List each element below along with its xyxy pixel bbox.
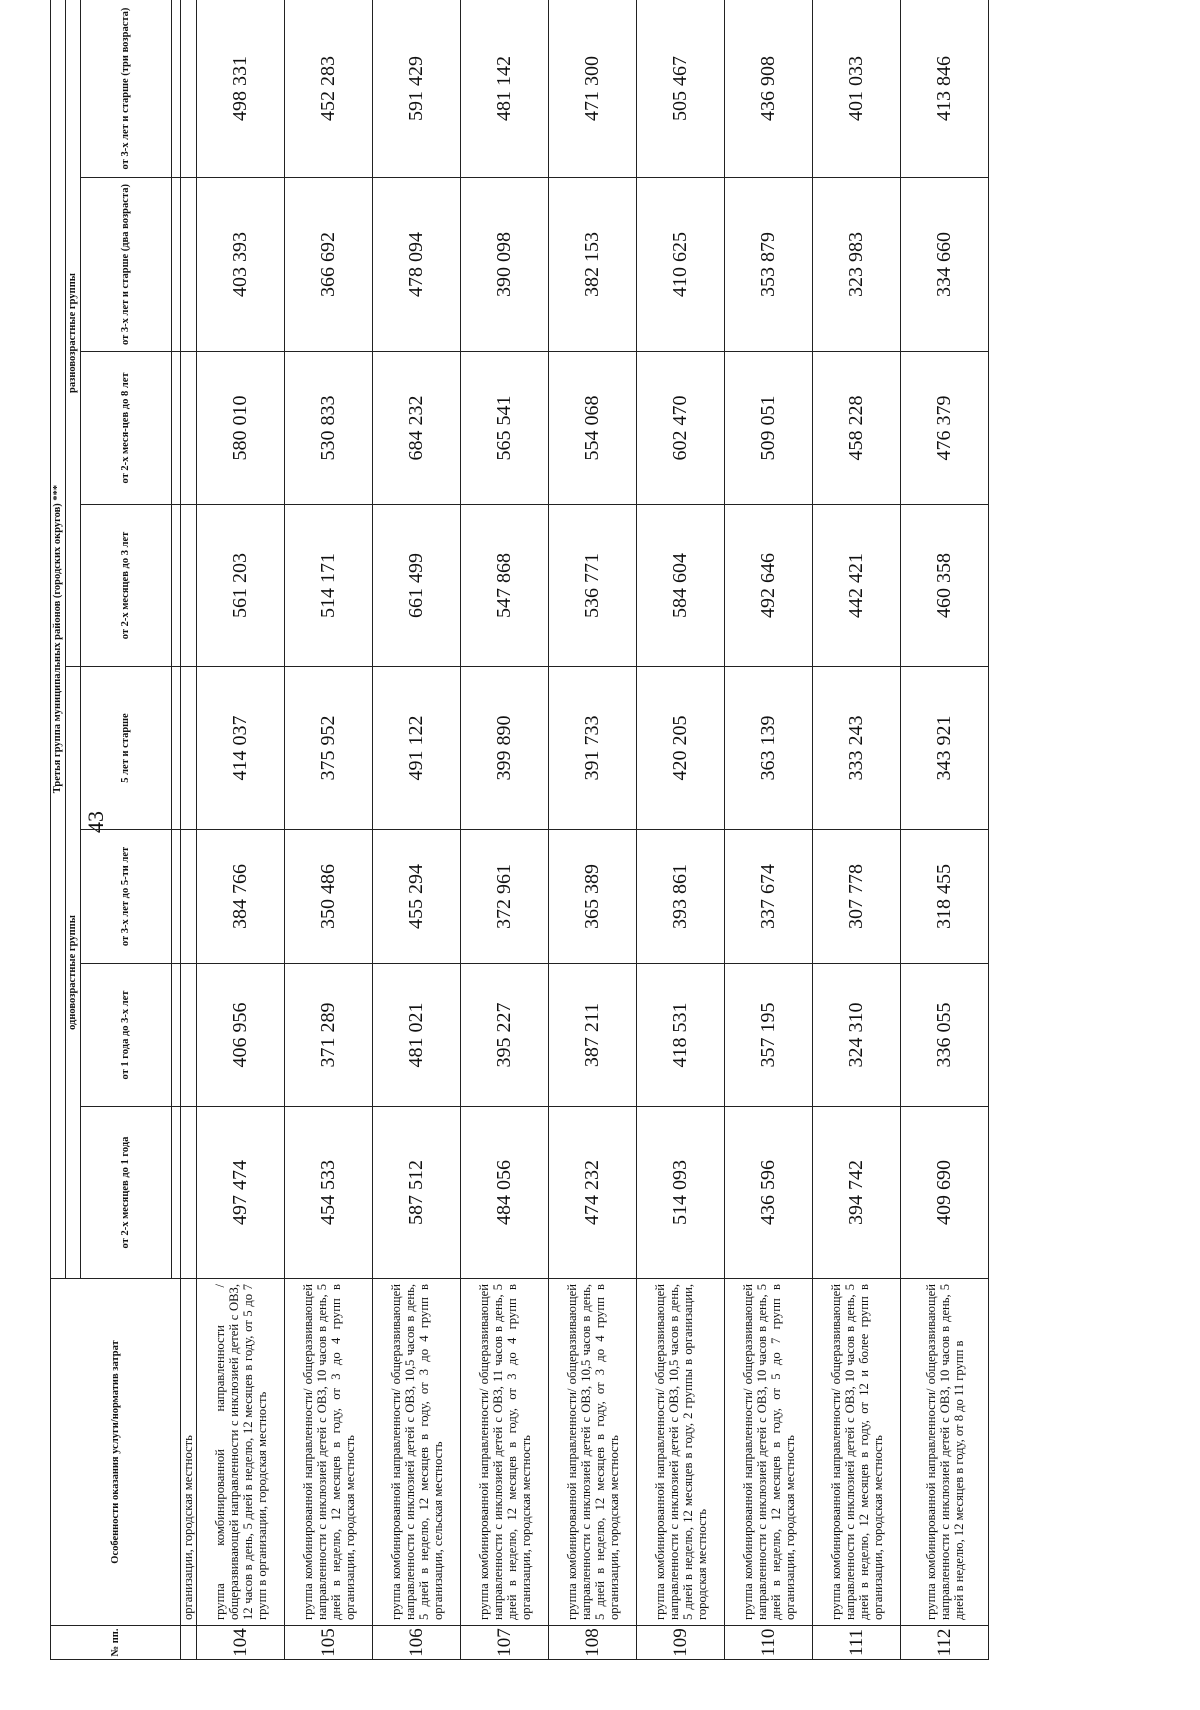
value-cell: 375 952 <box>285 667 373 830</box>
value-cell: 530 833 <box>285 352 373 505</box>
header-spacer <box>172 964 181 1107</box>
value-cell: 394 742 <box>813 1107 901 1279</box>
empty-cell <box>181 178 197 352</box>
value-cell: 390 098 <box>461 178 549 352</box>
value-cell: 401 033 <box>813 0 901 178</box>
value-cell: 365 389 <box>549 830 637 964</box>
header-spacer <box>172 505 181 667</box>
empty-cell <box>181 0 197 178</box>
table-row <box>637 0 725 1660</box>
value-cell: 343 921 <box>901 667 989 830</box>
header-spacer <box>172 667 181 830</box>
value-cell: 382 153 <box>549 178 637 352</box>
empty-cell <box>181 667 197 830</box>
value-cell: 307 778 <box>813 830 901 964</box>
page-number: 43 <box>83 811 108 833</box>
row-number: 108 <box>549 1626 637 1660</box>
value-cell: 452 283 <box>285 0 373 178</box>
header-col-6: от 2-х меся-цев до 8 лет <box>81 352 172 505</box>
row-number: 106 <box>373 1626 461 1660</box>
value-cell: 372 961 <box>461 830 549 964</box>
value-cell: 442 421 <box>813 505 901 667</box>
header-spacer <box>172 830 181 964</box>
value-cell: 476 379 <box>901 352 989 505</box>
value-cell: 497 474 <box>197 1107 285 1279</box>
row-description: группа комбинированной направленности/ общеразвивающей направленности с инклюзией детей с ОВЗ, 10,5 часов в день, 5 дней в неделю, 12 месяцев в году, 2 группы в организации, городская местность <box>637 1279 725 1626</box>
continuation-text: организации, городская местность <box>181 1279 197 1626</box>
value-cell: 584 604 <box>637 505 725 667</box>
row-number: 110 <box>725 1626 813 1660</box>
value-cell: 436 596 <box>725 1107 813 1279</box>
value-cell: 505 467 <box>637 0 725 178</box>
value-cell: 474 232 <box>549 1107 637 1279</box>
value-cell: 565 541 <box>461 352 549 505</box>
value-cell: 554 068 <box>549 352 637 505</box>
header-col-3: от 3-х лет до 5-ти лет <box>81 830 172 964</box>
table-row <box>373 0 461 1660</box>
value-cell: 324 310 <box>813 964 901 1107</box>
table-row <box>285 0 373 1660</box>
value-cell: 684 232 <box>373 352 461 505</box>
value-cell: 336 055 <box>901 964 989 1107</box>
row-number: 104 <box>197 1626 285 1660</box>
table-row <box>901 0 989 1660</box>
header-no: № пп. <box>51 1626 181 1660</box>
value-cell: 478 094 <box>373 178 461 352</box>
continuation-row <box>181 0 197 1660</box>
row-description: группа комбинированной направленности/ общеразвивающей направленности с инклюзией детей с ОВЗ, 10 часов в день, 5 дней в неделю, 12 месяцев в году, от 12 и более групп в организации, городская местность <box>813 1279 901 1626</box>
value-cell: 458 228 <box>813 352 901 505</box>
table-body <box>181 0 989 1660</box>
header-spacer <box>172 0 181 178</box>
header-col-4: 5 лет и старше <box>81 667 172 830</box>
value-cell: 481 021 <box>373 964 461 1107</box>
value-cell: 387 211 <box>549 964 637 1107</box>
value-cell: 455 294 <box>373 830 461 964</box>
value-cell: 420 205 <box>637 667 725 830</box>
row-description: группа комбинированной направленности/ общеразвивающей направленности с инклюзией детей с ОВЗ, 11 часов в день, 5 дней в неделю, 12 месяцев в году, от 3 до 4 групп в организации, городская местность <box>461 1279 549 1626</box>
value-cell: 323 983 <box>813 178 901 352</box>
value-cell: 406 956 <box>197 964 285 1107</box>
value-cell: 514 171 <box>285 505 373 667</box>
value-cell: 318 455 <box>901 830 989 964</box>
value-cell: 561 203 <box>197 505 285 667</box>
table-row <box>725 0 813 1660</box>
value-cell: 413 846 <box>901 0 989 178</box>
row-number: 105 <box>285 1626 373 1660</box>
row-number: 112 <box>901 1626 989 1660</box>
value-cell: 602 470 <box>637 352 725 505</box>
header-col-1: от 2-х месяцев до 1 года <box>81 1107 172 1279</box>
header-col-8: от 3-х лет и старше (три возраста) <box>81 0 172 178</box>
header-description: Особенности оказания услуги/норматив затрат <box>51 1279 181 1626</box>
table-row <box>549 0 637 1660</box>
empty-cell <box>181 505 197 667</box>
empty-cell <box>181 1107 197 1279</box>
value-cell: 454 533 <box>285 1107 373 1279</box>
header-mixed-age: разновозрастные группы <box>66 0 81 667</box>
value-cell: 492 646 <box>725 505 813 667</box>
row-description: группа комбинированной направленности/ общеразвивающей направленности с инклюзией детей с ОВЗ, 10 часов в день, 5 дней в неделю, 12 месяцев в году, от 3 до 4 групп в организации, городская местность <box>285 1279 373 1626</box>
value-cell: 363 139 <box>725 667 813 830</box>
value-cell: 591 429 <box>373 0 461 178</box>
value-cell: 484 056 <box>461 1107 549 1279</box>
header-single-age: одновозрастные группы <box>66 667 81 1279</box>
value-cell: 410 625 <box>637 178 725 352</box>
value-cell: 371 289 <box>285 964 373 1107</box>
continuation-no-cell <box>181 1626 197 1660</box>
header-col-7: от 3-х лет и старше (два возраста) <box>81 178 172 352</box>
header-group-title: Третья группа муниципальных районов (городских округов) *** <box>51 0 66 1279</box>
value-cell: 384 766 <box>197 830 285 964</box>
row-description: группа комбинированной направленности/ общеразвивающей направленности с инклюзией детей с ОВЗ, 10 часов в день, 5 дней в неделю, 12 месяцев в году, от 8 до 11 групп в <box>901 1279 989 1626</box>
value-cell: 580 010 <box>197 352 285 505</box>
value-cell: 395 227 <box>461 964 549 1107</box>
value-cell: 353 879 <box>725 178 813 352</box>
value-cell: 403 393 <box>197 178 285 352</box>
value-cell: 460 358 <box>901 505 989 667</box>
cost-norms-table <box>50 0 989 1660</box>
value-cell: 337 674 <box>725 830 813 964</box>
value-cell: 536 771 <box>549 505 637 667</box>
value-cell: 547 868 <box>461 505 549 667</box>
value-cell: 333 243 <box>813 667 901 830</box>
rotated-table-wrapper <box>50 0 1110 1660</box>
value-cell: 491 122 <box>373 667 461 830</box>
value-cell: 391 733 <box>549 667 637 830</box>
empty-cell <box>181 964 197 1107</box>
value-cell: 509 051 <box>725 352 813 505</box>
table-row <box>197 0 285 1660</box>
value-cell: 498 331 <box>197 0 285 178</box>
row-description: группа комбинированной направленности/ общеразвивающей направленности с инклюзией детей с ОВЗ, 10 часов в день, 5 дней в неделю, 12 месяцев в году, от 5 до 7 групп в организации, городская местность <box>725 1279 813 1626</box>
value-cell: 357 195 <box>725 964 813 1107</box>
value-cell: 481 142 <box>461 0 549 178</box>
value-cell: 514 093 <box>637 1107 725 1279</box>
value-cell: 350 486 <box>285 830 373 964</box>
empty-cell <box>181 352 197 505</box>
value-cell: 334 660 <box>901 178 989 352</box>
value-cell: 661 499 <box>373 505 461 667</box>
value-cell: 587 512 <box>373 1107 461 1279</box>
value-cell: 436 908 <box>725 0 813 178</box>
row-number: 111 <box>813 1626 901 1660</box>
row-description: группа комбинированной направленности / общеразвивающей направленности с инклюзией детей с ОВЗ, 12 часов в день, 5 дней в неделю, 12 месяцев в году, от 5 до 7 групп в организации, городская местность <box>197 1279 285 1626</box>
table-row <box>813 0 901 1660</box>
row-number: 107 <box>461 1626 549 1660</box>
header-col-5: от 2-х месяцев до 3 лет <box>81 505 172 667</box>
header-col-2: от 1 года до 3-х лет <box>81 964 172 1107</box>
row-description: группа комбинированной направленности/ общеразвивающей направленности с инклюзией детей с ОВЗ, 10,5 часов в день, 5 дней в неделю, 12 месяцев в году, от 3 до 4 групп в организации, сельская местность <box>373 1279 461 1626</box>
value-cell: 418 531 <box>637 964 725 1107</box>
value-cell: 414 037 <box>197 667 285 830</box>
empty-cell <box>181 830 197 964</box>
header-spacer <box>172 352 181 505</box>
table-row <box>461 0 549 1660</box>
value-cell: 399 890 <box>461 667 549 830</box>
header-spacer <box>172 178 181 352</box>
header-spacer <box>172 1107 181 1279</box>
value-cell: 393 861 <box>637 830 725 964</box>
value-cell: 366 692 <box>285 178 373 352</box>
row-description: группа комбинированной направленности/ общеразвивающей направленности с инклюзией детей с ОВЗ, 10,5 часов в день, 5 дней в неделю, 12 месяцев в году, от 3 до 4 групп в организации, городская местность <box>549 1279 637 1626</box>
row-number: 109 <box>637 1626 725 1660</box>
value-cell: 471 300 <box>549 0 637 178</box>
value-cell: 409 690 <box>901 1107 989 1279</box>
